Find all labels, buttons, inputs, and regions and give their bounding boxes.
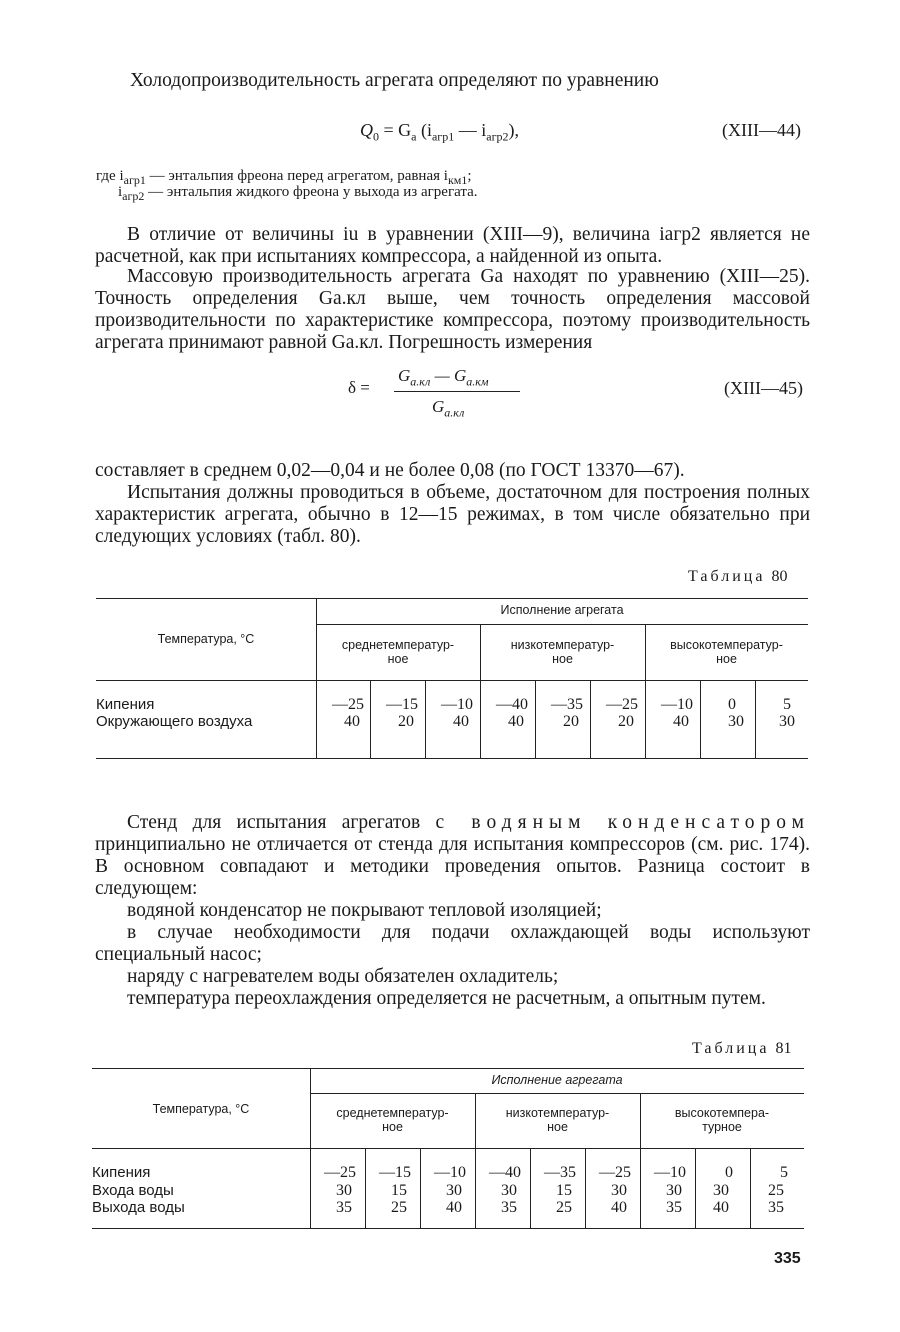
table-81-vline: [420, 1148, 421, 1228]
table-80-cell: —40: [496, 696, 528, 713]
table-80-cell: 20: [563, 713, 579, 730]
table-81-cell: 40: [713, 1199, 729, 1216]
table-80-cell: —25: [606, 696, 638, 713]
table-80-cell: —25: [332, 696, 364, 713]
paragraph-3: составляет в среднем 0,02—0,04 и не более 0,08 (по ГОСТ 13370—67).: [95, 460, 685, 481]
table-81-cell: 15: [391, 1182, 407, 1199]
table-80-cell: 30: [779, 713, 795, 730]
table-80-vline: [370, 680, 371, 758]
table-80-header-rule: [96, 680, 808, 681]
table-81-row-header: Температура, °C: [152, 1102, 250, 1116]
table-80-cell: 20: [398, 713, 414, 730]
table-81-cell: 30: [611, 1182, 627, 1199]
table-81-header-rule: [92, 1148, 804, 1149]
table-81-col-medium: среднетемператур- ное: [336, 1106, 449, 1134]
table-81-bottom-rule: [92, 1228, 804, 1229]
table-81-cell: —10: [434, 1164, 466, 1181]
table-81-cell: 35: [336, 1199, 352, 1216]
table-80-row-header: Температура, °C: [157, 632, 255, 646]
table-80-cell: 40: [508, 713, 524, 730]
table-80-row-label: Окружающего воздуха: [96, 713, 253, 730]
list-item: температура переохлаждения определяется не расчетным, а опытным путем.: [127, 988, 766, 1009]
table-81-cell: 5: [780, 1164, 788, 1181]
paragraph-1: В отличие от величины iu в уравнении (XIII—9), величина iагр2 является не расчетной, как при испытаниях компрессора, а найденной из опыта.: [95, 224, 810, 267]
table-80-vline: [700, 680, 701, 758]
table-81-cell: 35: [666, 1199, 682, 1216]
table-81-vline: [585, 1148, 586, 1228]
table-80-cell: 0: [728, 696, 736, 713]
fraction-denominator: $G_{а.кл}$: [432, 397, 465, 420]
formula-44: $Q_0 = G_а$ ($i_{агр1}$ — $i_{агр2}$),: [360, 120, 519, 144]
table-80-cell: —35: [551, 696, 583, 713]
fraction-bar: [394, 391, 520, 392]
table-81-cell: —40: [489, 1164, 521, 1181]
list-item: наряду с нагревателем воды обязателен охладитель;: [127, 966, 559, 987]
table-81-cell: 35: [768, 1199, 784, 1216]
table-81-vline: [530, 1148, 531, 1228]
table-81-vline: [695, 1148, 696, 1228]
table-80-vline: [425, 680, 426, 758]
table-80-col-high: высокотемператур- ное: [670, 638, 783, 666]
table-80-vline: [590, 680, 591, 758]
table-81-row-label: Входа воды: [92, 1182, 174, 1199]
table-81-col-high: высокотемпера- турное: [674, 1106, 770, 1134]
table-80-top-rule: [96, 598, 808, 599]
table-80-vline: [316, 598, 317, 758]
table-81-cell: —25: [324, 1164, 356, 1181]
table-81-row-label: Кипения: [92, 1164, 151, 1181]
equation-number-44: (XIII—44): [722, 120, 801, 140]
list-item: водяной конденсатор не покрывают тепловой изоляцией;: [127, 900, 602, 921]
paragraph-5: Стенд для испытания агрегатов с водяным конденсатором принципиально не отличается от стенда для испытания компрессоров (см. рис. 174). В основном совпадают и методики проведения опытов. Разница состоит в следующем:: [95, 812, 810, 899]
table-81-col-low: низкотемператур- ное: [505, 1106, 610, 1134]
equation-number-45: (XIII—45): [724, 378, 803, 398]
table-81-cell: 25: [391, 1199, 407, 1216]
table-80-cell: —10: [661, 696, 693, 713]
table-81-cell: 40: [611, 1199, 627, 1216]
table-81-cell: 15: [556, 1182, 572, 1199]
table-81-vline: [310, 1068, 311, 1228]
table-80-cell: 40: [673, 713, 689, 730]
intro-line: Холодопроизводительность агрегата определяют по уравнению: [130, 70, 659, 91]
table-81-cell: 25: [556, 1199, 572, 1216]
table-81-cell: —35: [544, 1164, 576, 1181]
table-81-cell: —10: [654, 1164, 686, 1181]
table-81-group-rule: [310, 1093, 804, 1094]
table-81-cell: 0: [725, 1164, 733, 1181]
table-80-cell: 30: [728, 713, 744, 730]
table-81-cell: 30: [446, 1182, 462, 1199]
table-81-cell: 35: [501, 1199, 517, 1216]
table-81-group-header: Исполнение агрегата: [491, 1073, 623, 1087]
table-80-row-label: Кипения: [96, 696, 155, 713]
table-81-top-rule: [92, 1068, 804, 1069]
table-80-cell: —10: [441, 696, 473, 713]
table-80-cell: 40: [453, 713, 469, 730]
fraction-numerator: $G_{а.кл}$ — $G_{а.км}$: [398, 366, 489, 389]
table-80-cell: —15: [386, 696, 418, 713]
paragraph-2: Массовую производительность агрегата Gа находят по уравнению (XIII—25). Точность определения Gа.кл выше, чем точность определения массовой производительности по характеристике компрессора, поэтому производительность агрегата принимают равной Gа.кл. Погрешность измерения: [95, 266, 810, 353]
where-line-1: где $i_{агр1}$ — энтальпия фреона перед агрегатом, равная $i_{км1}$;: [96, 168, 472, 187]
table-80-vline: [535, 680, 536, 758]
table-81-caption: Таблица 81: [692, 1040, 792, 1057]
table-81-cell: 30: [713, 1182, 729, 1199]
table-81-cell: —15: [379, 1164, 411, 1181]
table-81-cell: 30: [666, 1182, 682, 1199]
table-81-cell: 30: [336, 1182, 352, 1199]
table-81-cell: —25: [599, 1164, 631, 1181]
table-80-cell: 5: [783, 696, 791, 713]
table-80-bottom-rule: [96, 758, 808, 759]
table-80-caption: Таблица 80: [688, 568, 788, 585]
table-80-col-low: низкотемператур- ное: [510, 638, 615, 666]
table-80-group-header: Исполнение агрегата: [500, 603, 624, 617]
delta-symbol: δ =: [348, 378, 370, 397]
table-80-vline: [755, 680, 756, 758]
table-81-cell: 40: [446, 1199, 462, 1216]
page-number: 335: [774, 1250, 801, 1267]
where-line-2: $i_{агр2}$ — энтальпия жидкого фреона у выхода из агрегата.: [118, 184, 478, 203]
table-81-row-label: Выхода воды: [92, 1199, 185, 1216]
table-80-cell: 20: [618, 713, 634, 730]
list-item: в случае необходимости для подачи охлаждающей воды используют специальный насос;: [95, 922, 810, 965]
table-80-group-rule: [316, 624, 808, 625]
table-81-vline: [365, 1148, 366, 1228]
table-80-cell: 40: [344, 713, 360, 730]
paragraph-4: Испытания должны проводиться в объеме, достаточном для построения полных характеристик агрегата, обычно в 12—15 режимах, в том числе обязательно при следующих условиях (табл. 80).: [95, 482, 810, 547]
table-81-cell: 25: [768, 1182, 784, 1199]
table-81-cell: 30: [501, 1182, 517, 1199]
table-80-col-medium: среднетемператур- ное: [341, 638, 455, 666]
table-81-vline: [750, 1148, 751, 1228]
